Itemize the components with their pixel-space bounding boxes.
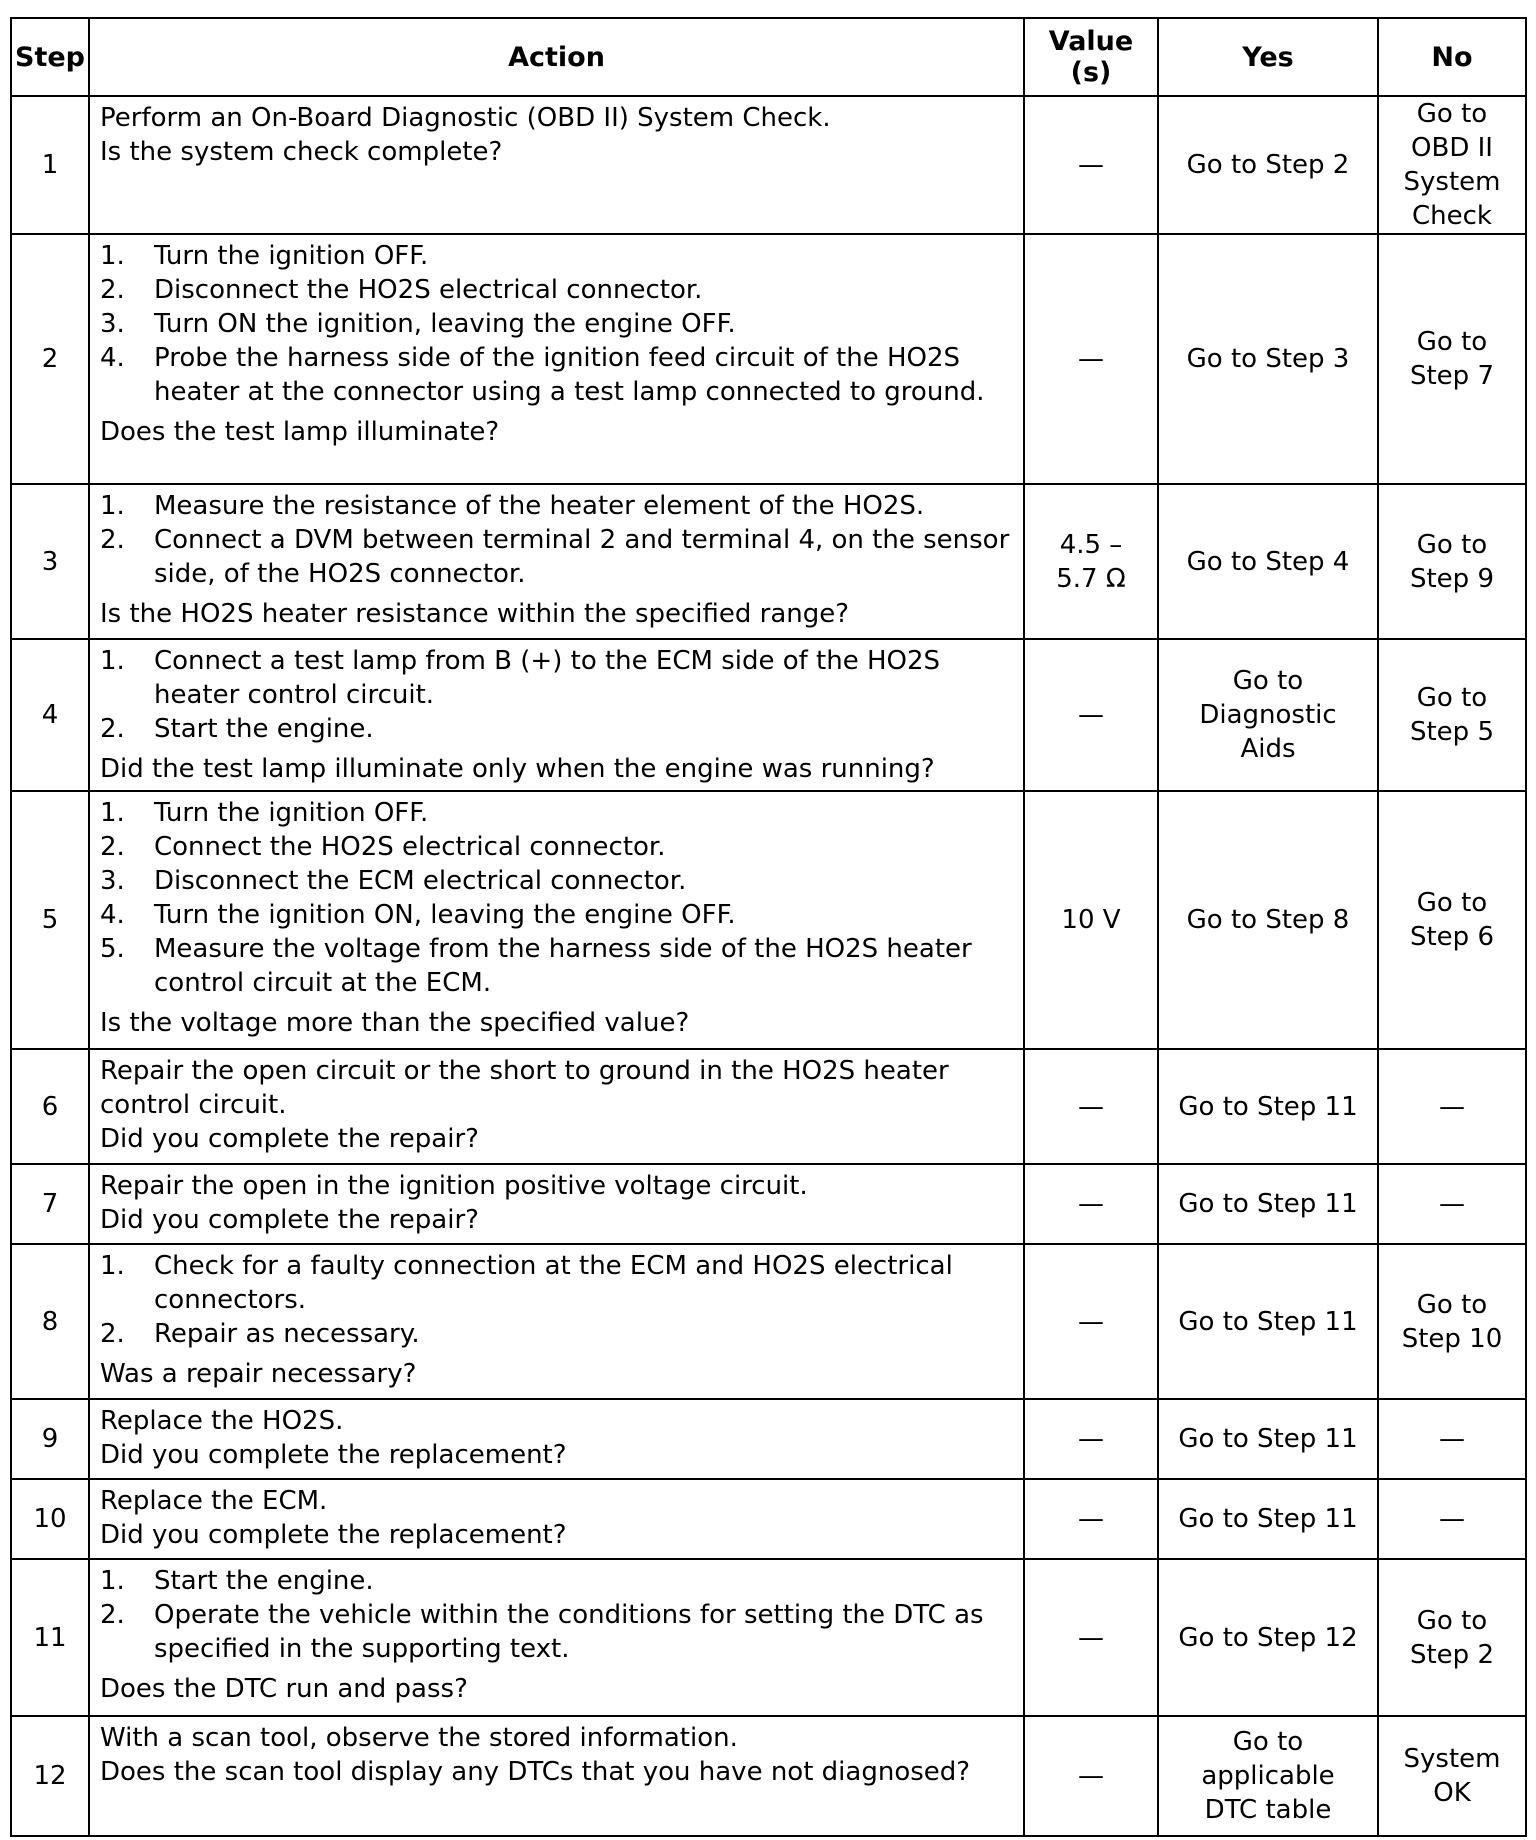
action-step-number: 1. <box>100 491 125 521</box>
no-text: — <box>1439 1091 1465 1122</box>
yes-text: Go to Step 11 <box>1178 1189 1358 1219</box>
yes-text: Go to Step 8 <box>1186 905 1350 935</box>
yes-text: Go to Step 2 <box>1186 150 1350 180</box>
no-text: — <box>1439 1424 1465 1454</box>
header-value: Value (s) <box>1024 18 1158 96</box>
table-row <box>11 1049 1526 1164</box>
action-text: Repair the open in the ignition positive voltage circuit. <box>100 1171 808 1201</box>
no-text: Go to Step 9 <box>1409 529 1494 594</box>
step-number: 5 <box>41 905 59 935</box>
value-cell <box>1024 1244 1158 1399</box>
yes-cell <box>1158 1716 1378 1836</box>
value-cell <box>1024 484 1158 639</box>
action-step-number: 1. <box>100 241 125 271</box>
action-step-number: 1. <box>100 798 125 828</box>
action-step-text: Turn the ignition OFF. <box>154 241 429 271</box>
action-cell <box>89 1559 1024 1716</box>
action-question: Did you complete the repair? <box>100 1124 479 1154</box>
step-number: 1 <box>41 150 59 180</box>
value-cell <box>1024 791 1158 1049</box>
action-step-number: 5. <box>100 934 125 964</box>
no-cell <box>1378 234 1526 484</box>
action-question: Did you complete the replacement? <box>100 1440 567 1470</box>
yes-cell <box>1158 1164 1378 1244</box>
no-text: Go to Step 10 <box>1401 1289 1503 1354</box>
action-cell <box>89 1399 1024 1479</box>
value-cell <box>1024 1716 1158 1836</box>
yes-cell <box>1158 1244 1378 1399</box>
table-row <box>11 234 1526 484</box>
yes-text: Go to Step 11 <box>1178 1091 1358 1122</box>
no-text: — <box>1439 1504 1465 1534</box>
no-cell <box>1378 1244 1526 1399</box>
value-cell <box>1024 1479 1158 1559</box>
step-cell <box>11 791 89 1049</box>
action-step-text: Disconnect the HO2S electrical connector. <box>154 275 703 305</box>
action-cell <box>89 1244 1024 1399</box>
value-cell <box>1024 1399 1158 1479</box>
value-text: — <box>1078 1424 1104 1454</box>
action-step-item <box>100 489 1015 523</box>
yes-text: Go to Step 11 <box>1178 1306 1358 1337</box>
action-step-text: Connect the HO2S electrical connector. <box>154 832 666 862</box>
step-cell <box>11 639 89 791</box>
yes-text: Go to Step 12 <box>1178 1622 1358 1653</box>
action-step-text: Turn ON the ignition, leaving the engine OFF. <box>154 309 736 339</box>
action-step-text: Probe the harness side of the ignition feed circuit of the HO2S heater at the connector using a test lamp connected to ground. <box>154 343 985 407</box>
yes-cell <box>1158 234 1378 484</box>
action-step-number: 3. <box>100 866 125 896</box>
step-cell <box>11 1479 89 1559</box>
action-step-number: 4. <box>100 343 125 373</box>
step-cell <box>11 1399 89 1479</box>
action-question: Does the test lamp illuminate? <box>100 417 500 447</box>
action-step-number: 2. <box>100 1319 125 1349</box>
value-cell <box>1024 1049 1158 1164</box>
action-step-item <box>100 523 1015 591</box>
yes-cell <box>1158 1399 1378 1479</box>
step-cell <box>11 1716 89 1836</box>
no-cell <box>1378 639 1526 791</box>
action-cell <box>89 96 1024 234</box>
value-cell <box>1024 96 1158 234</box>
action-cell <box>89 1716 1024 1836</box>
action-question: Did you complete the replacement? <box>100 1520 567 1550</box>
table-row <box>11 1164 1526 1244</box>
action-step-number: 4. <box>100 900 125 930</box>
action-step-item <box>100 1249 1015 1317</box>
action-text: Perform an On-Board Diagnostic (OBD II) System Check. <box>100 103 831 133</box>
no-text: Go to Step 2 <box>1409 1605 1494 1670</box>
action-step-text: Turn the ignition OFF. <box>154 798 429 828</box>
no-cell <box>1378 1049 1526 1164</box>
action-step-number: 1. <box>100 1566 125 1596</box>
action-step-number: 3. <box>100 309 125 339</box>
action-step-item <box>100 1317 1015 1351</box>
table-row <box>11 1479 1526 1559</box>
yes-text: Go to Step 11 <box>1178 1424 1358 1454</box>
action-step-number: 1. <box>100 646 125 676</box>
action-cell <box>89 484 1024 639</box>
yes-text: Go to Step 4 <box>1186 546 1350 577</box>
table-row <box>11 96 1526 234</box>
yes-cell <box>1158 791 1378 1049</box>
value-text: — <box>1078 1091 1104 1122</box>
header-action: Action <box>89 18 1024 96</box>
action-cell <box>89 1479 1024 1559</box>
value-cell <box>1024 1164 1158 1244</box>
value-text: 10 V <box>1061 905 1121 935</box>
yes-cell <box>1158 1049 1378 1164</box>
value-text: — <box>1078 1761 1104 1791</box>
action-text: Repair the open circuit or the short to ground in the HO2S heater control circuit. <box>100 1056 949 1120</box>
no-cell <box>1378 791 1526 1049</box>
action-step-text: Connect a test lamp from B (+) to the ECM side of the HO2S heater control circuit. <box>154 646 941 710</box>
action-step-number: 2. <box>100 275 125 305</box>
step-cell <box>11 1559 89 1716</box>
table-row <box>11 639 1526 791</box>
yes-cell <box>1158 96 1378 234</box>
yes-cell <box>1158 1559 1378 1716</box>
step-number: 6 <box>41 1091 59 1122</box>
action-step-text: Disconnect the ECM electrical connector. <box>154 866 687 896</box>
action-step-item <box>100 932 1015 1000</box>
value-text: — <box>1078 700 1104 730</box>
step-number: 10 <box>33 1504 67 1534</box>
step-number: 7 <box>41 1189 59 1219</box>
step-number: 2 <box>41 344 59 374</box>
table-row <box>11 1716 1526 1836</box>
action-step-item <box>100 796 1015 830</box>
no-text: — <box>1439 1189 1465 1219</box>
action-step-text: Check for a faulty connection at the ECM and HO2S electrical connectors. <box>154 1251 953 1315</box>
header-no: No <box>1378 18 1526 96</box>
no-cell <box>1378 1479 1526 1559</box>
action-step-item <box>100 307 1015 341</box>
action-step-item <box>100 273 1015 307</box>
value-text: — <box>1078 344 1104 374</box>
no-cell <box>1378 1559 1526 1716</box>
no-text: Go to Step 6 <box>1409 888 1494 952</box>
header-step: Step <box>11 18 89 96</box>
step-number: 9 <box>41 1424 59 1454</box>
no-cell <box>1378 484 1526 639</box>
table-row <box>11 791 1526 1049</box>
step-number: 11 <box>33 1622 67 1653</box>
yes-text: Go to Step 3 <box>1186 344 1350 374</box>
no-cell <box>1378 1399 1526 1479</box>
yes-cell <box>1158 639 1378 791</box>
action-step-text: Repair as necessary. <box>154 1319 420 1349</box>
no-cell <box>1378 1164 1526 1244</box>
action-step-number: 2. <box>100 525 125 555</box>
action-step-list <box>100 489 1015 591</box>
action-step-item <box>100 830 1015 864</box>
no-text: Go to Step 5 <box>1409 683 1494 747</box>
value-text: — <box>1078 150 1104 180</box>
value-text: — <box>1078 1622 1104 1653</box>
action-text: With a scan tool, observe the stored information. <box>100 1723 738 1753</box>
action-cell <box>89 639 1024 791</box>
header-row <box>11 18 1526 96</box>
action-step-text: Start the engine. <box>154 1566 374 1596</box>
step-cell <box>11 96 89 234</box>
action-step-item <box>100 864 1015 898</box>
step-cell <box>11 1049 89 1164</box>
yes-cell <box>1158 484 1378 639</box>
action-cell <box>89 791 1024 1049</box>
action-text: Replace the ECM. <box>100 1486 328 1516</box>
action-step-text: Connect a DVM between terminal 2 and terminal 4, on the sensor side, of the HO2S connector. <box>154 525 1010 589</box>
yes-text: Go to Diagnostic Aids <box>1199 666 1337 764</box>
no-cell <box>1378 96 1526 234</box>
action-step-item <box>100 341 1015 409</box>
step-number: 12 <box>33 1761 67 1791</box>
action-question: Did the test lamp illuminate only when the engine was running? <box>100 754 935 784</box>
action-step-number: 2. <box>100 832 125 862</box>
action-step-list <box>100 1249 1015 1351</box>
action-step-text: Measure the resistance of the heater element of the HO2S. <box>154 491 925 521</box>
step-cell <box>11 1244 89 1399</box>
step-cell <box>11 234 89 484</box>
step-number: 8 <box>41 1306 59 1337</box>
action-question: Does the scan tool display any DTCs that you have not diagnosed? <box>100 1757 971 1787</box>
action-step-number: 2. <box>100 714 125 744</box>
action-step-item <box>100 1598 1015 1666</box>
yes-text: Go to applicable DTC table <box>1201 1727 1335 1825</box>
action-text: Replace the HO2S. <box>100 1406 344 1436</box>
value-text: — <box>1078 1504 1104 1534</box>
step-cell <box>11 1164 89 1244</box>
diagnostic-table <box>10 17 1527 1837</box>
action-step-list <box>100 239 1015 409</box>
action-question: Did you complete the repair? <box>100 1205 479 1235</box>
action-step-list <box>100 644 1015 746</box>
value-cell <box>1024 234 1158 484</box>
value-cell <box>1024 639 1158 791</box>
action-step-text: Measure the voltage from the harness side of the HO2S heater control circuit at the ECM. <box>154 934 972 998</box>
action-step-item <box>100 1564 1015 1598</box>
no-text: Go to Step 7 <box>1409 327 1494 391</box>
action-question: Does the DTC run and pass? <box>100 1674 468 1704</box>
action-question: Was a repair necessary? <box>100 1359 417 1389</box>
action-step-number: 2. <box>100 1600 125 1630</box>
no-text: System OK <box>1403 1744 1501 1808</box>
step-number: 3 <box>41 546 59 577</box>
value-text: 4.5 – 5.7 Ω <box>1056 529 1126 594</box>
action-step-item <box>100 898 1015 932</box>
yes-text: Go to Step 11 <box>1178 1504 1358 1534</box>
table-row <box>11 1559 1526 1716</box>
action-step-text: Turn the ignition ON, leaving the engine OFF. <box>154 900 736 930</box>
step-cell <box>11 484 89 639</box>
value-text: — <box>1078 1306 1104 1337</box>
table-row <box>11 1399 1526 1479</box>
action-step-item <box>100 712 1015 746</box>
action-cell <box>89 234 1024 484</box>
yes-cell <box>1158 1479 1378 1559</box>
action-question: Is the voltage more than the specified value? <box>100 1008 690 1038</box>
action-question: Is the system check complete? <box>100 137 503 167</box>
action-step-text: Operate the vehicle within the conditions for setting the DTC as specified in the supporting text. <box>154 1600 984 1664</box>
table-row <box>11 484 1526 639</box>
action-cell <box>89 1164 1024 1244</box>
value-cell <box>1024 1559 1158 1716</box>
table-row <box>11 1244 1526 1399</box>
no-text: Go to OBD II System Check <box>1403 99 1501 231</box>
no-cell <box>1378 1716 1526 1836</box>
value-text: — <box>1078 1189 1104 1219</box>
action-step-item <box>100 644 1015 712</box>
action-step-list <box>100 796 1015 1000</box>
action-step-number: 1. <box>100 1251 125 1281</box>
header-yes: Yes <box>1158 18 1378 96</box>
action-question: Is the HO2S heater resistance within the specified range? <box>100 599 850 629</box>
action-step-list <box>100 1564 1015 1666</box>
step-number: 4 <box>41 700 59 730</box>
action-step-item <box>100 239 1015 273</box>
action-step-text: Start the engine. <box>154 714 374 744</box>
action-cell <box>89 1049 1024 1164</box>
